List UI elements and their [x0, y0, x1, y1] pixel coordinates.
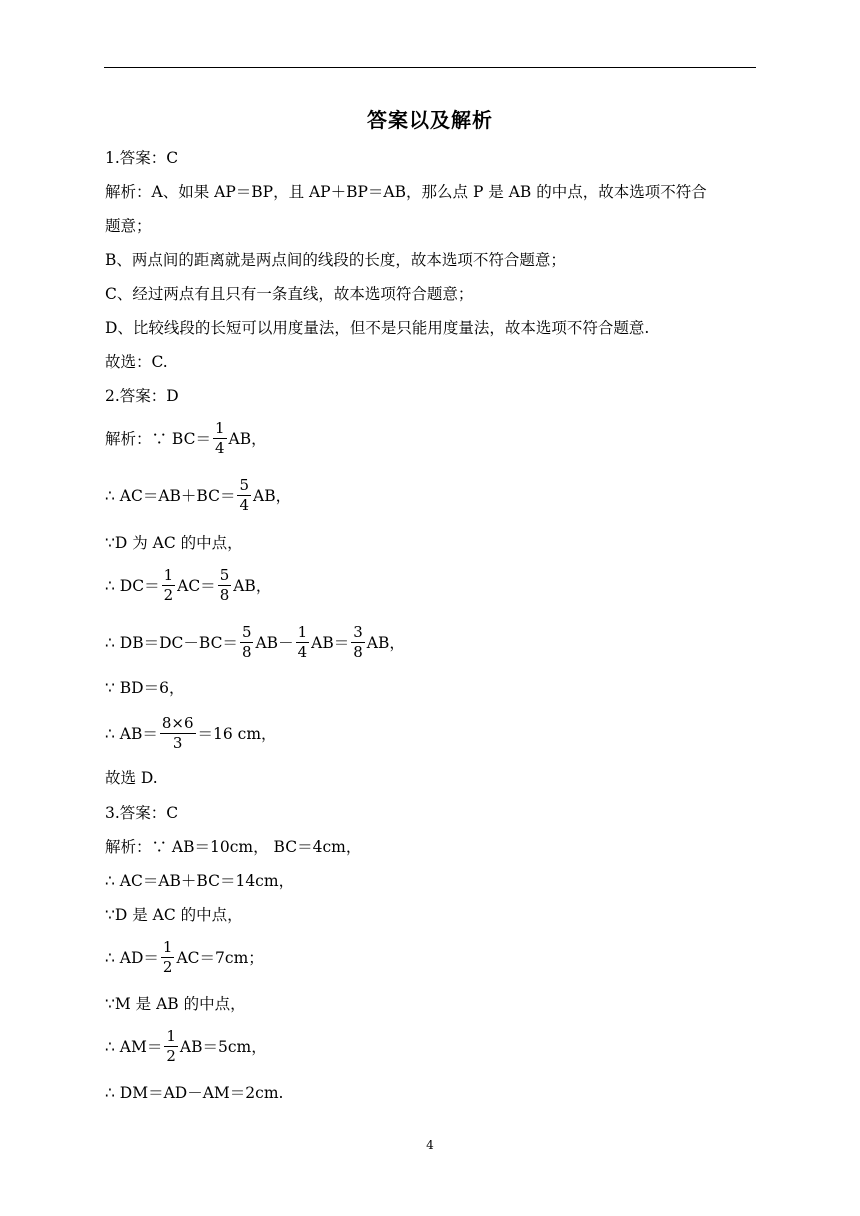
fraction: [162, 565, 176, 604]
fraction: [240, 622, 254, 661]
q2-step2-post: AB，: [253, 487, 292, 505]
q2-step5-post: AB，: [366, 634, 405, 652]
q1-line6: 故选：C.: [105, 353, 168, 371]
q2-answer: 2.答案：D: [105, 387, 179, 405]
page-number: 4: [426, 1138, 434, 1152]
numerator: 3: [353, 622, 363, 641]
denominator: 2: [162, 957, 173, 976]
q3-step4: [105, 935, 264, 979]
numerator: 1: [163, 565, 174, 584]
denominator: 4: [297, 642, 308, 661]
fraction: [160, 713, 196, 752]
q3-step2: ∴ AC＝AB＋BC＝14cm，: [105, 872, 295, 890]
header-rule: [104, 67, 756, 68]
denominator: 2: [166, 1046, 176, 1065]
q1-line1: 解析：A、如果 AP＝BP，且 AP＋BP＝AB，那么点 P 是 AB 的中点，故本选项不符合: [105, 183, 707, 201]
q2-step4-pre: ∴ DC＝: [105, 577, 160, 595]
q2-step1-post: AB，: [228, 430, 267, 448]
denominator: 8: [219, 585, 230, 604]
q3-step6-pre: ∴ AM＝: [105, 1038, 163, 1056]
numerator: 1: [166, 1026, 176, 1045]
q3-step3: ∵D 是 AC 的中点，: [105, 906, 243, 924]
q2-step4-mid: AC＝: [177, 577, 216, 595]
q2-step4-post: AB，: [233, 577, 272, 595]
denominator: 3: [172, 733, 183, 752]
numerator: 5: [219, 565, 230, 584]
q3-answer: 3.答案：C: [105, 804, 179, 822]
q2-step7-post: ＝16 cm，: [197, 725, 277, 743]
q3-step6-post: AB＝5cm，: [179, 1038, 267, 1056]
denominator: 2: [163, 585, 174, 604]
denominator: 4: [239, 495, 250, 514]
fraction: [164, 1026, 178, 1065]
numerator: 8×6: [161, 713, 194, 732]
denominator: 8: [241, 642, 252, 661]
numerator: 1: [162, 937, 173, 956]
q3-step1: 解析：∵ AB＝10cm， BC＝4cm，: [105, 838, 362, 856]
fraction: [351, 622, 365, 661]
fraction: [218, 565, 232, 604]
denominator: 4: [214, 438, 225, 457]
q1-line5: D、比较线段的长短可以用度量法，但不是只能用度量法，故本选项不符合题意.: [105, 319, 650, 337]
q2-step5-pre: ∴ DB＝DC－BC＝: [105, 634, 238, 652]
q3-step5: ∵M 是 AB 的中点，: [105, 995, 246, 1013]
q3-step6: [105, 1024, 267, 1068]
q2-step7-pre: ∴ AB＝: [105, 725, 158, 743]
q2-step3: ∵D 为 AC 的中点，: [105, 534, 243, 552]
q2-step4: [105, 563, 271, 607]
q2-conclusion: 故选 D.: [105, 769, 158, 787]
fraction: [213, 418, 227, 457]
q1-line4: C、经过两点有且只有一条直线，故本选项符合题意；: [105, 285, 474, 303]
q1-answer: 1.答案：C: [105, 149, 179, 167]
q3-step7: ∴ DM＝AD－AM＝2cm.: [105, 1084, 284, 1102]
q2-step2: [105, 473, 291, 517]
q2-step6: ∵ BD＝6，: [105, 679, 185, 697]
q2-step5-mid1: AB－: [255, 634, 294, 652]
q2-step2-pre: ∴ AC＝AB＋BC＝: [105, 487, 236, 505]
fraction: [237, 475, 251, 514]
numerator: 5: [241, 622, 252, 641]
q3-step4-pre: ∴ AD＝: [105, 949, 159, 967]
page-title: 答案以及解析: [367, 108, 493, 132]
fraction: [161, 937, 175, 976]
q3-step4-post: AC＝7cm；: [176, 949, 264, 967]
fraction: [296, 622, 310, 661]
q2-step5-mid2: AB＝: [311, 634, 350, 652]
q1-line3: B、两点间的距离就是两点间的线段的长度，故本选项不符合题意；: [105, 251, 566, 269]
denominator: 8: [353, 642, 363, 661]
q2-step1-pre: 解析：∵ BC＝: [105, 430, 211, 448]
numerator: 1: [214, 418, 225, 437]
numerator: 5: [239, 475, 250, 494]
q2-step1: [105, 416, 267, 460]
q2-step5: [105, 620, 405, 664]
q2-step7: [105, 711, 277, 755]
q1-line2: 题意；: [105, 217, 152, 235]
numerator: 1: [297, 622, 308, 641]
